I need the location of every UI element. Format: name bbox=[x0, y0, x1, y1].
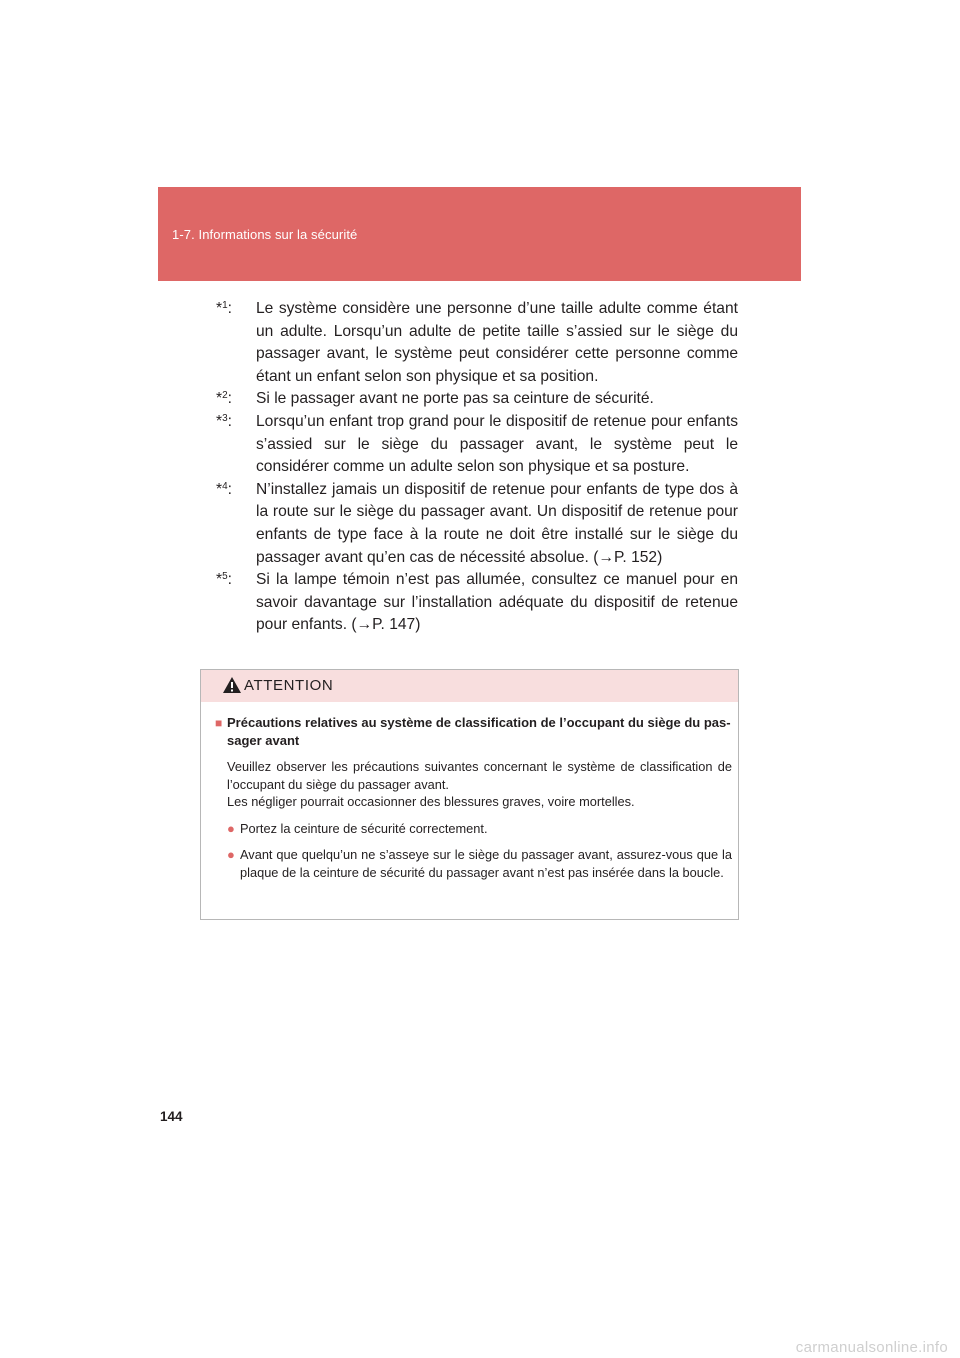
footnote-marker: *$^2$: bbox=[216, 390, 232, 408]
footnote-marker: *$^1$: bbox=[216, 300, 232, 317]
footnote-text: Le système considère une personne d’une taille adulte comme étant un adulte. Lorsqu’un adulte de petite taille s’assied sur le siège du passager avant, le système peut considérer cette personne comme étant un enfant selon son physique et sa position. bbox=[256, 300, 738, 385]
square-bullet-icon: ■ bbox=[215, 716, 223, 730]
dot-bullet-icon: ● bbox=[227, 847, 235, 862]
attention-header bbox=[201, 670, 738, 702]
footnote-text: Si la lampe témoin n’est pas allumée, consultez ce manuel pour en savoir davantage sur l’installation adéquate du dispositif de retenue pour enfants. (→P. 147) bbox=[256, 571, 738, 634]
footnote-marker: *$^3$: bbox=[216, 412, 232, 430]
footnotes-list bbox=[216, 298, 738, 637]
attention-heading bbox=[215, 714, 732, 750]
footnote-marker: *$^5$: bbox=[216, 571, 232, 589]
footnote-item bbox=[216, 479, 738, 569]
section-title: 1-7. Informations sur la sécurité bbox=[172, 227, 358, 242]
attention-bullet-text: Portez la ceinture de sécurité correctement. bbox=[240, 820, 488, 836]
attention-paragraph bbox=[227, 758, 732, 811]
footnote-text: Lorsqu’un enfant trop grand pour le dispositif de retenue pour enfants s’assied sur le siège du passager avant, le système peut le considérer comme un adulte selon son physique et sa posture. bbox=[256, 412, 738, 476]
section-header-band bbox=[158, 187, 801, 281]
watermark: carmanualsonline.info bbox=[795, 1339, 948, 1356]
footnote-text: N’installez jamais un dispositif de retenue pour enfants de type dos à la route sur le siège du passager avant. Un dispositif de retenue pour enfants de type face à la route ne doit être installé sur le siège du passager avant qu’en cas de nécessité absolue. (→P. 152) bbox=[256, 480, 738, 566]
attention-box bbox=[200, 669, 739, 920]
attention-title: ATTENTION bbox=[244, 677, 334, 694]
page-number: 144 bbox=[160, 1109, 183, 1124]
footnote-marker: *$^4$: bbox=[216, 480, 232, 498]
warning-triangle-icon bbox=[222, 676, 242, 694]
footnote-item bbox=[216, 411, 738, 479]
footnote-item bbox=[216, 569, 738, 637]
dot-bullet-icon: ● bbox=[227, 820, 235, 836]
attention-bullet-item bbox=[227, 846, 732, 881]
attention-body bbox=[201, 702, 738, 881]
footnote-item bbox=[216, 298, 738, 388]
footnote-item bbox=[216, 388, 738, 411]
attention-paragraph-line: Veuillez observer les précautions suivantes concernant le système de classification de l’occupant du siège du passager avant. bbox=[227, 759, 732, 792]
attention-bullet-item bbox=[227, 820, 732, 838]
attention-bullet-text: Avant que quelqu’un ne s’asseye sur le siège du passager avant, assurez-vous que la plaque de la ceinture de sécurité du passager avant n’est pas insérée dans la boucle. bbox=[240, 847, 732, 880]
attention-paragraph-line: Les négliger pourrait occasionner des blessures graves, voire mortelles. bbox=[227, 794, 635, 809]
footnote-text: Si le passager avant ne porte pas sa ceinture de sécurité. bbox=[256, 390, 654, 408]
attention-heading-text: Précautions relatives au système de classification de l’occupant du siège du pas-sager avant bbox=[227, 715, 731, 748]
